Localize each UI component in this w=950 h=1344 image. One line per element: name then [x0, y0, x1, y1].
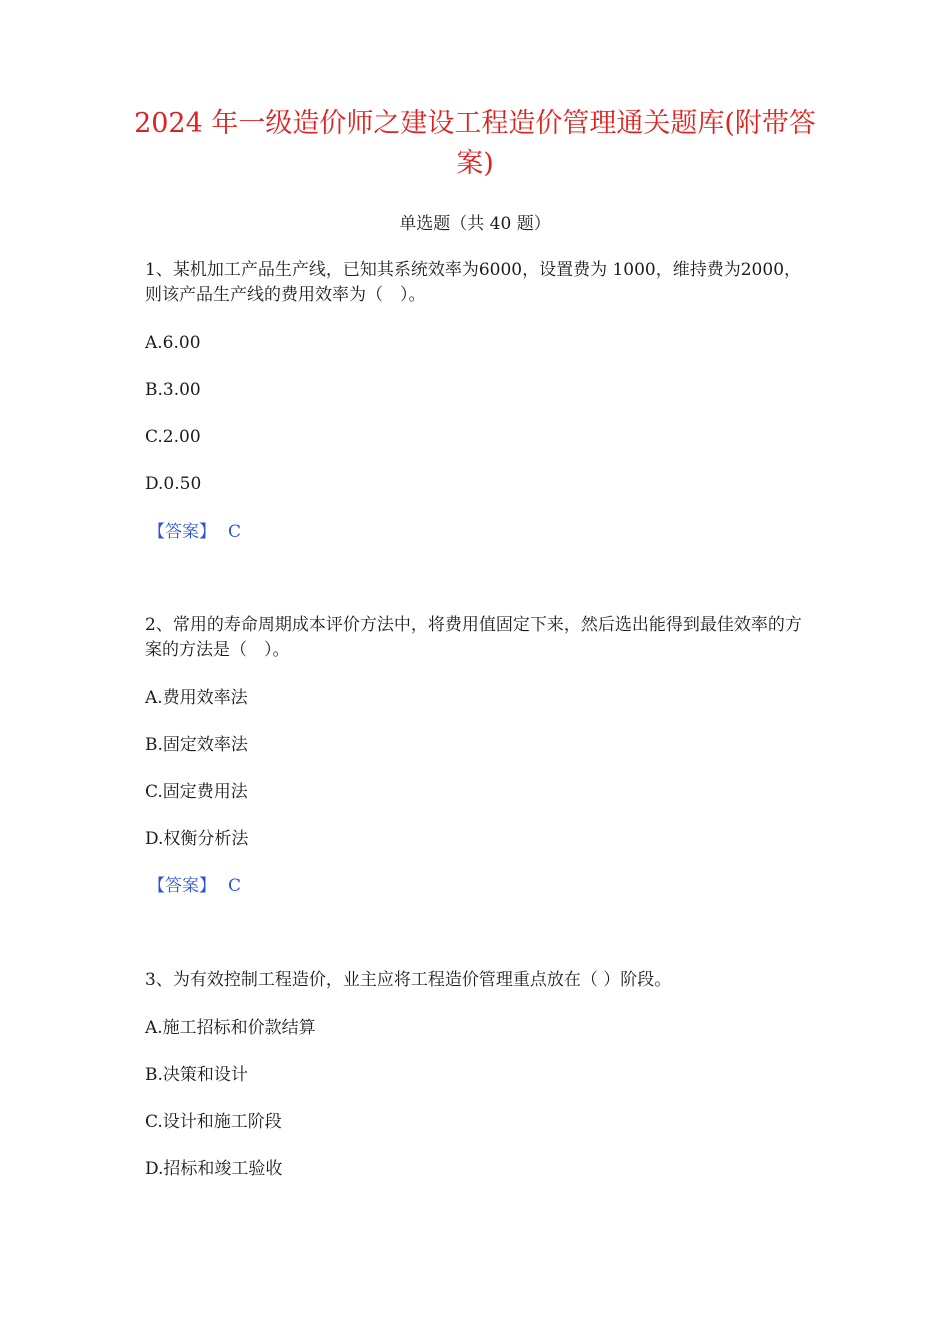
question-1-option-b: B.3.00: [145, 380, 201, 400]
answer-label: 【答案】: [148, 876, 216, 896]
question-3-option-d: D.招标和竣工验收: [145, 1159, 283, 1179]
question-2-answer: [148, 874, 241, 898]
question-1-stem: 1、某机加工产品生产线，已知其系统效率为6000，设置费为 1000，维持费为2000，则该产品生产线的费用效率为（ ）。: [145, 260, 802, 305]
question-1-option-c: C.2.00: [145, 427, 201, 447]
question-3-option-b: B.决策和设计: [145, 1065, 248, 1085]
question-3-option-a: A.施工招标和价款结算: [145, 1018, 316, 1038]
question-2-option-d: D.权衡分析法: [145, 829, 249, 849]
question-1-option-d: D.0.50: [145, 474, 202, 494]
answer-label: 【答案】: [148, 522, 216, 542]
question-2-stem: 2、常用的寿命周期成本评价方法中，将费用值固定下来，然后选出能得到最佳效率的方案的方法是（ ）。: [145, 615, 802, 660]
section-heading: 单选题（共 40 题）: [399, 214, 551, 234]
question-2-option-a: A.费用效率法: [145, 688, 248, 708]
answer-value: C: [228, 876, 242, 896]
answer-value: C: [228, 522, 242, 542]
question-2-option-c: C.固定费用法: [145, 782, 248, 802]
question-1-option-a: A.6.00: [145, 333, 201, 353]
question-3-option-c: C.设计和施工阶段: [145, 1112, 282, 1132]
question-1-answer: [148, 520, 241, 544]
question-2-option-b: B.固定效率法: [145, 735, 248, 755]
document-title: 2024 年一级造价师之建设工程造价管理通关题库(附带答案): [134, 108, 816, 179]
question-3-stem: 3、为有效控制工程造价，业主应将工程造价管理重点放在（ ）阶段。: [145, 970, 672, 990]
